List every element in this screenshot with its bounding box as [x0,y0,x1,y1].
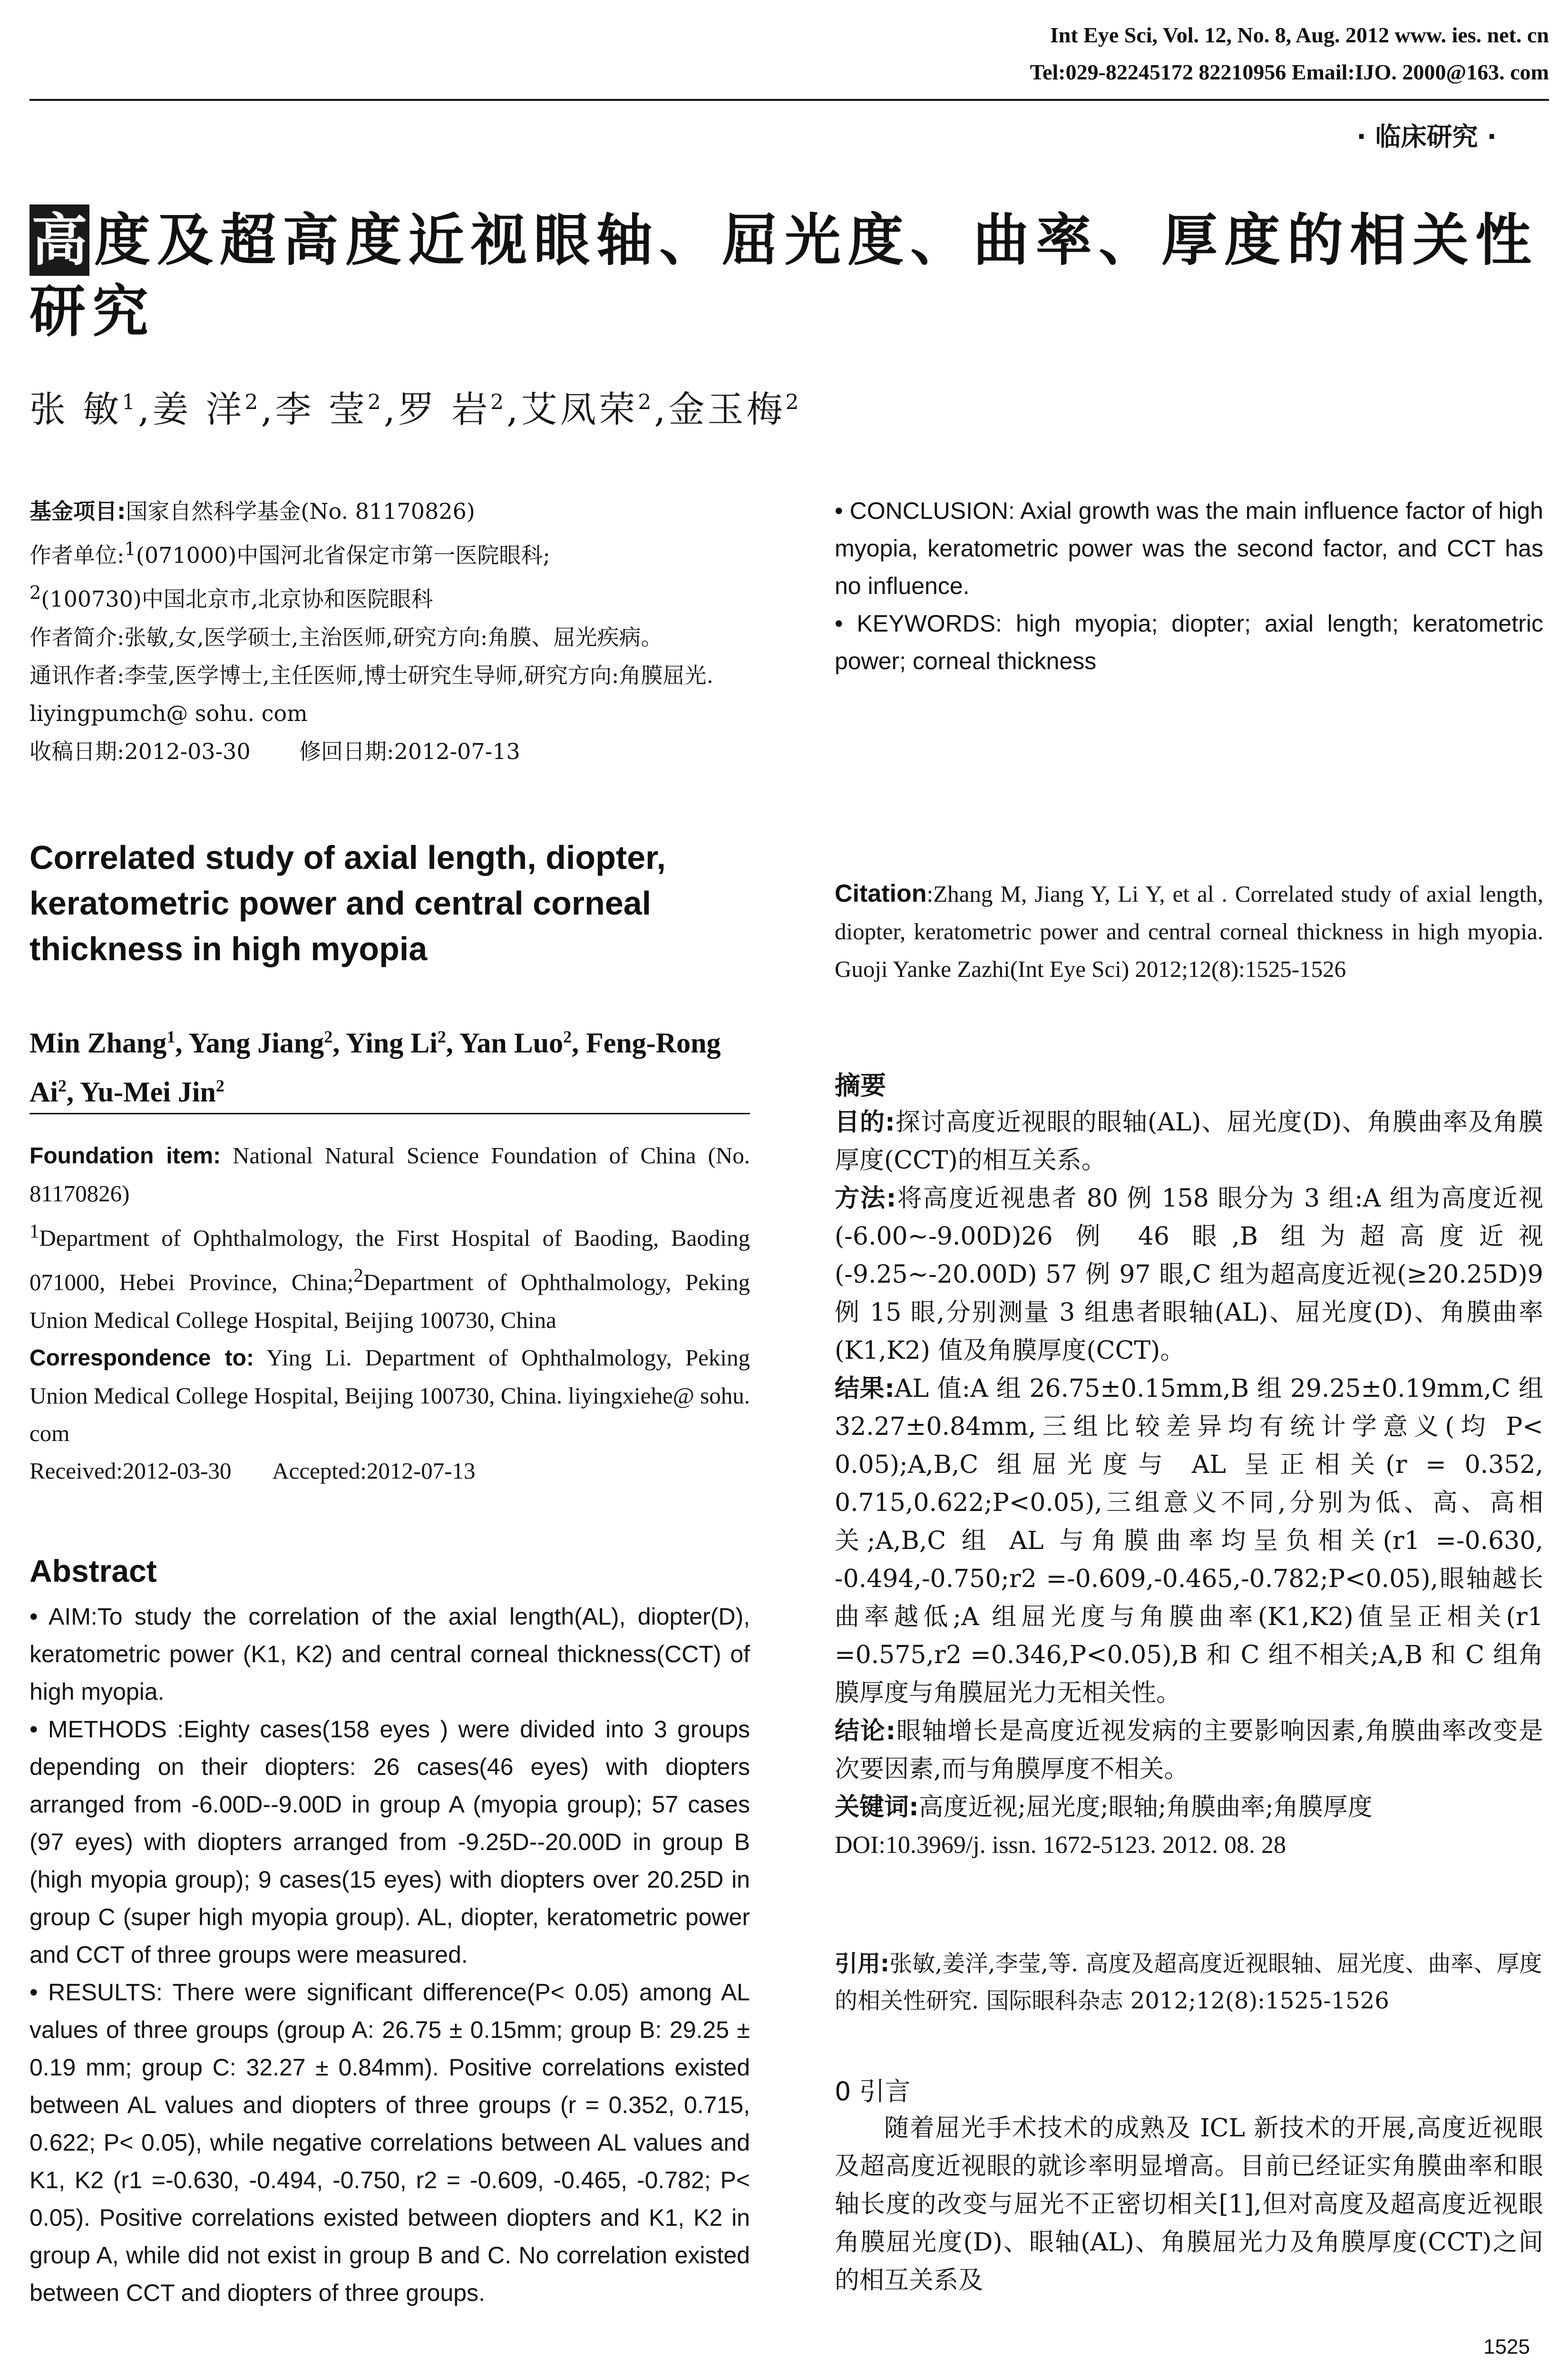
journal-header-line1: Int Eye Sci, Vol. 12, No. 8, Aug. 2012 www. ies. net. cn [1050,23,1549,47]
revised-date-cn: 修回日期:2012-07-13 [299,738,520,764]
fund-text: 国家自然科学基金(No. 81170826) [126,498,475,524]
unit-label: 作者单位: [29,542,125,568]
abstract-heading: Abstract [29,1553,157,1588]
article-title [29,205,1542,347]
zh-keywords: 高度近视;屈光度;眼轴;角膜曲率;角膜厚度 [918,1793,1373,1822]
intro-heading: 0 引言 [835,2076,911,2106]
correspondence-text: Ying Li. Department of Ophthalmology, Peking Union Medical College Hospital, Beijing 100730, China. liyingxiehe@ sohu. com [29,1344,750,1446]
citation-label: Citation [835,880,927,907]
zh-abstract-body [835,1103,1543,1864]
author-cn-5-sup: 2 [638,390,654,415]
zh-aim: 探讨高度近视眼的眼轴(AL)、屈光度(D)、角膜曲率及角膜厚度(CCT)的相互关系。 [835,1108,1543,1175]
author-en-4: , Yan Luo [446,1027,564,1059]
author-cn-2-sup: 2 [244,390,261,415]
author-en-5: , Feng-Rong Ai [29,1027,721,1108]
abstract-conclusion: • CONCLUSION: Axial growth was the main influence factor of high myopia, keratometric power was the second factor, and CCT has no influence. [835,497,1543,599]
section-tag: · 临床研究 · [1356,122,1497,152]
author-en-1: Min Zhang [29,1027,167,1059]
author-cn-6: ,金玉梅 [654,388,786,430]
zh-conclusion: 眼轴增长是高度近视发病的主要影响因素,角膜曲率改变是次要因素,而与角膜厚度不相关。 [835,1717,1544,1783]
author-cn-3: ,李 莹 [261,388,368,430]
zh-method-label: 方法: [835,1184,896,1213]
intro-body [835,2109,1543,2299]
author-en-3: , Ying Li [332,1027,438,1059]
en-title: Correlated study of axial length, diopter, keratometric power and central corneal thickness in high myopia [29,839,666,967]
author-en-3-sup: 2 [437,1027,446,1046]
dept2-sup: 2 [353,1265,363,1286]
author-cn-2: ,姜 洋 [138,388,245,430]
citation-text: :Zhang M, Jiang Y, Li Y, et al . Correlated study of axial length, diopter, keratometric power and central corneal thickness in high myopia. Guoji Yanke Zazhi(Int Eye Sci) 2012;12(8):1525-1526 [835,881,1543,982]
department-1: Department of Ophthalmology, the First Hospital of Baoding, Baoding 071000, Hebei Province, China; [29,1225,750,1296]
author-en-2-sup: 2 [324,1027,333,1046]
title-first-char: 高 [29,205,89,276]
en-abstract-continued [835,492,1543,680]
author-brief: 作者简介:张敏,女,医学硕士,主治医师,研究方向:角膜、屈光疾病。 [29,624,663,650]
foundation-text: National Natural Science Foundation of China (No. 81170826) [29,1142,750,1207]
zh-keywords-label: 关键词: [835,1793,919,1822]
title-rest: 度及超高度近视眼轴、屈光度、曲率、厚度的相关性研究 [29,207,1539,344]
page-number: 1525 [1483,2335,1530,2358]
abstract-keywords: • KEYWORDS: high myopia; diopter; axial length; keratometric power; corneal thickness [835,610,1543,674]
abstract-methods: • METHODS :Eighty cases(158 eyes ) were divided into 3 groups depending on their diopters: 26 cases(46 eyes) with diopters arranged from -6.00D--9.00D in group A (myopia group); 57 cases (97 eyes) with diopters arranged from -9.25D--20.00D in group B (high myopia group); 9 cases(15 eyes) with diopters over 20.25D in group C (super high myopia group). AL, diopter, keratometric power and CCT of three groups were measured. [29,1716,750,1968]
received-date-en: Received:2012-03-30 [29,1457,232,1484]
author-cn-1-sup: 1 [122,390,138,415]
header-rule [29,99,1549,101]
citation-en [835,875,1543,988]
author-en-6-sup: 2 [215,1076,224,1095]
corresponding-author: 通讯作者:李莹,医学博士,主任医师,博士研究生导师,研究方向:角膜屈光. liyingpumch@ sohu. com [29,662,714,726]
zh-citation-text: 张敏,姜洋,李莹,等. 高度及超高度近视眼轴、屈光度、曲率、厚度的相关性研究. 国际眼科杂志 2012;12(8):1525-1526 [835,1950,1542,2014]
author-cn-5: ,艾凤荣 [506,388,638,430]
foundation-label: Foundation item: [29,1143,221,1169]
zh-citation-label: 引用: [835,1950,890,1977]
journal-header-line2: Tel:029-82245172 82210956 Email:IJO. 2000@163. com [1030,60,1549,84]
zh-method: 将高度近视患者 80 例 158 眼分为 3 组:A 组为高度近视(-6.00~-9.00D)26 例 46 眼,B 组为超高度近视(-9.25~-20.00D) 57 例 97 眼,C 组为超高度近视(≥20.25D)9 例 15 眼,分别测量 3 组患者眼轴(AL)、屈光度(D)、角膜曲率(K1,K2) 值及角膜厚度(CCT)。 [835,1184,1543,1365]
cn-article-info [29,492,750,770]
author-cn-4: ,罗 岩 [383,388,491,430]
unit2-sup: 2 [29,582,41,604]
dept1-sup: 1 [29,1220,39,1242]
doi: DOI:10.3969/j. issn. 1672-5123. 2012. 08. 28 [835,1831,1286,1859]
author-cn-1: 张 敏 [29,388,122,430]
zh-aim-label: 目的: [835,1108,895,1137]
received-date-cn: 收稿日期:2012-03-30 [29,738,251,764]
author-cn-3-sup: 2 [367,390,384,415]
correspondence-label: Correspondence to: [29,1345,254,1371]
author-en-4-sup: 2 [563,1027,572,1046]
zh-citation [835,1945,1543,2019]
author-en-1-sup: 1 [166,1027,175,1046]
author-en-5-sup: 2 [58,1076,67,1095]
author-en-6: , Yu-Mei Jin [67,1076,216,1108]
zh-result-label: 结果: [835,1374,895,1403]
en-article-info [29,1137,750,1490]
unit1-sup: 1 [124,538,136,560]
en-abstract-body [29,1598,750,2312]
fund-label: 基金项目: [29,498,126,524]
department-2: Department of Ophthalmology, Peking Union Medical College Hospital, Beijing 100730, China [29,1269,750,1333]
en-authors [29,1015,750,1113]
unit-2: (100730)中国北京市,北京协和医院眼科 [41,586,433,612]
zh-abstract-heading: 摘要 [835,1071,886,1101]
author-cn-4-sup: 2 [490,390,507,415]
intro-text: 随着屈光手术技术的成熟及 ICL 新技术的开展,高度近视眼及超高度近视眼的就诊率明显增高。目前已经证实角膜曲率和眼轴长度的改变与屈光不正密切相关[1],但对高度及超高度近视眼角膜屈光度(D)、眼轴(AL)、角膜屈光力及角膜厚度(CCT)之间的相互关系及 [835,2114,1543,2295]
author-en-2: , Yang Jiang [175,1027,324,1059]
authors-cn [29,380,802,432]
abstract-results: • RESULTS: There were significant difference(P< 0.05) among AL values of three groups (group A: 26.75 ± 0.15mm; group B: 29.25 ± 0.19 mm; group C: 32.27 ± 0.84mm). Positive correlations existed between AL values and diopters of three groups (r = 0.352, 0.715, 0.622; P< 0.05), while negative correlations between AL values and K1, K2 (r1 =-0.630, -0.494, -0.750, r2 = -0.609, -0.465, -0.782; P< 0.05). Positive correlations existed between diopters and K1, K2 in group A, while did not exist in group B and C. No correlation existed between CCT and diopters of three groups. [29,1979,750,2306]
accepted-date-en: Accepted:2012-07-13 [272,1457,476,1484]
zh-conclusion-label: 结论: [835,1717,896,1745]
abstract-aim: • AIM:To study the correlation of the axial length(AL), diopter(D), keratometric power (K1, K2) and central corneal thickness(CCT) of high myopia. [29,1603,750,1705]
zh-result: AL 值:A 组 26.75±0.15mm,B 组 29.25±0.19mm,C 组 32.27±0.84mm,三组比较差异均有统计学意义(均 P< 0.05);A,B,C 组屈光度与 AL 呈正相关(r = 0.352, 0.715,0.622;P<0.05),三组意义不同,分别为低、高、高相关;A,B,C 组 AL 与角膜曲率均呈负相关(r1 =-0.630, -0.494,-0.750;r2 =-0.609,-0.465,-0.782;P<0.05),眼轴越长曲率越低;A 组屈光度与角膜曲率(K1,K2)值呈正相关(r1 =0.575,r2 =0.346,P<0.05),B 和 C 组不相关;A,B 和 C 组角膜厚度与角膜屈光力无相关性。 [835,1374,1544,1707]
en-info-rule [29,1113,750,1114]
unit-1: (071000)中国河北省保定市第一医院眼科; [136,542,550,568]
author-cn-6-sup: 2 [785,390,802,415]
